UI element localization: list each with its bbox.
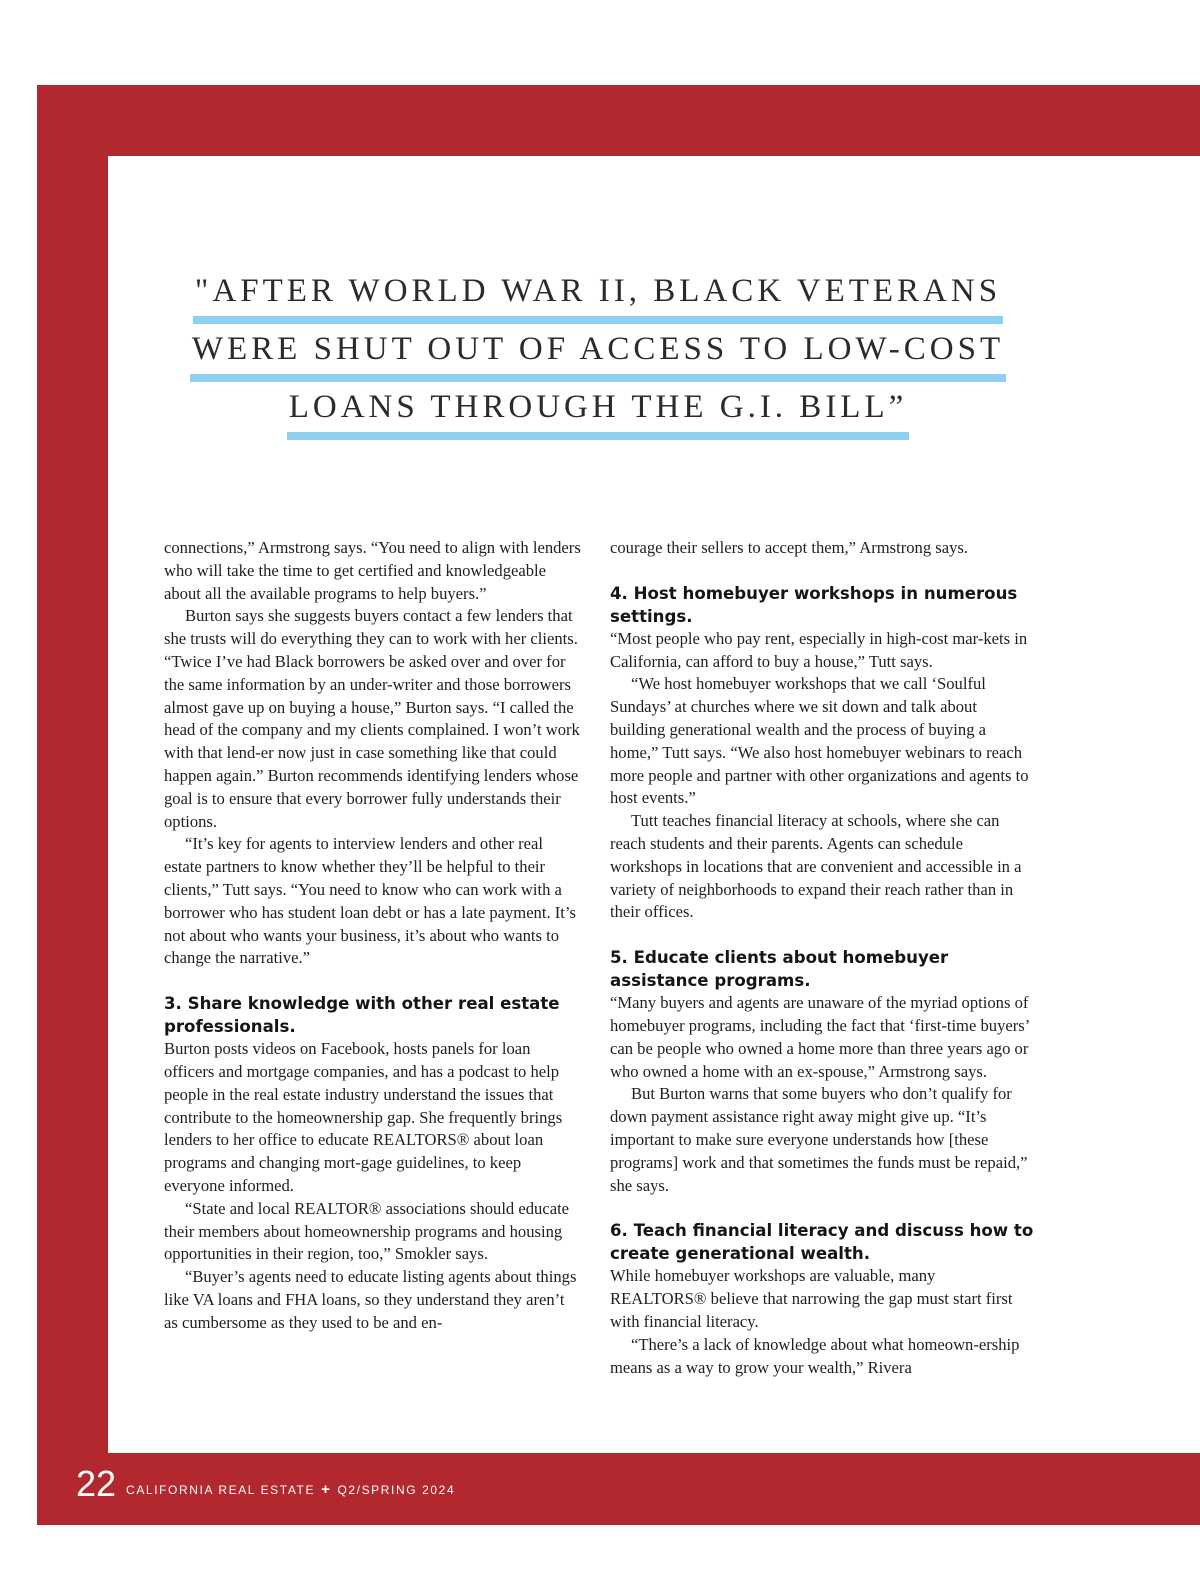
publication-name: CALIFORNIA REAL ESTATE bbox=[126, 1482, 316, 1497]
section-heading: 3. Share knowledge with other real estate professionals. bbox=[164, 994, 560, 1037]
plus-icon: + bbox=[321, 1481, 332, 1498]
pull-quote-line: "AFTER WORLD WAR II, BLACK VETERANS bbox=[193, 268, 1003, 324]
section-heading: 4. Host homebuyer workshops in numerous settings. bbox=[610, 583, 1018, 626]
paragraph: “There’s a lack of knowledge about what homeown-ership means as a way to grow your wealth,” Rivera bbox=[610, 1334, 1020, 1377]
page-footer bbox=[76, 1462, 455, 1502]
pull-quote-line: LOANS THROUGH THE G.I. BILL” bbox=[287, 384, 910, 440]
paragraph: Burton posts videos on Facebook, hosts panels for loan officers and mortgage companies, and has a podcast to help people in the real estate industry understand the issues that contribute to the homeownership gap. She frequently brings lenders to her office to educate REALTORS® about loan programs and changing mort-gage guidelines, to keep everyone informed. bbox=[164, 1039, 563, 1195]
paragraph: “It’s key for agents to interview lenders and other real estate partners to know whether they’ll be helpful to their clients,” Tutt says. “You need to know who can work with a borrower who has student loan debt or has a late payment. It’s not about who wants your business, it’s about who wants to change the narrative.” bbox=[164, 834, 576, 968]
paragraph: “Most people who pay rent, especially in high-cost mar-kets in California, can afford to buy a house,” Tutt says. bbox=[610, 628, 1028, 671]
paragraph: But Burton warns that some buyers who don’t qualify for down payment assistance right away might give up. “It’s important to make sure everyone understands how [these programs] work and that sometimes the funds must be repaid,” she says. bbox=[610, 1084, 1028, 1195]
paragraph: Tutt teaches financial literacy at schools, where she can reach students and their parents. Agents can schedule workshops in locations that are convenient and accessible in a variety of neighborhoods to expand their reach rather than in their offices. bbox=[610, 811, 1022, 922]
pull-quote bbox=[108, 268, 1088, 442]
paragraph: While homebuyer workshops are valuable, many REALTORS® believe that narrowing the gap must start first with financial literacy. bbox=[610, 1266, 1013, 1331]
paragraph: “State and local REALTOR® associations should educate their members about homeownership programs and housing opportunities in their region, too,” Smokler says. bbox=[164, 1198, 570, 1264]
pull-quote-line: WERE SHUT OUT OF ACCESS TO LOW-COST bbox=[190, 326, 1006, 382]
section-heading: 5. Educate clients about homebuyer assistance programs. bbox=[610, 948, 949, 991]
left-column bbox=[164, 537, 582, 1335]
paragraph: Burton says she suggests buyers contact a few lenders that she trusts will do everything they can to work with her clients. “Twice I’ve had Black borrowers be asked over and over for the same information by an under-writer and those borrowers almost gave up on buying a house,” Burton says. “I called the head of the company and my clients complained. I won’t work with that lend-er now just in case something like that could happen again.” Burton recommends identifying lenders whose goal is to ensure that every borrower fully understands their options. bbox=[164, 606, 580, 831]
issue-label: Q2/SPRING 2024 bbox=[337, 1482, 456, 1497]
red-frame-top bbox=[37, 85, 1200, 156]
paragraph: courage their sellers to accept them,” Armstrong says. bbox=[610, 538, 969, 557]
paragraph: “Buyer’s agents need to educate listing agents about things like VA loans and FHA loans, so they understand they aren’t as cumbersome as they used to be and en- bbox=[164, 1267, 577, 1332]
section-heading: 6. Teach financial literacy and discuss how to create generational wealth. bbox=[610, 1221, 1034, 1264]
publication-line bbox=[126, 1481, 455, 1498]
paragraph: “We host homebuyer workshops that we call ‘Soulful Sundays’ at churches where we sit down and talk about building generational wealth and the process of buying a home,” Tutt says. “We also host homebuyer webinars to reach more people and partner with other organizations and agents to host events.” bbox=[610, 674, 1029, 808]
paragraph: “Many buyers and agents are unaware of the myriad options of homebuyer programs, including the fact that ‘first-time buyers’ can be people who owned a home more than three years ago or who owned a home with an ex-spouse,” Armstrong says. bbox=[610, 993, 1030, 1081]
red-frame-left bbox=[37, 85, 108, 1525]
page-number: 22 bbox=[76, 1463, 117, 1504]
right-column bbox=[610, 537, 1034, 1379]
paragraph: connections,” Armstrong says. “You need to align with lenders who will take the time to get certified and knowledgeable about all the available programs to help buyers.” bbox=[164, 538, 581, 603]
